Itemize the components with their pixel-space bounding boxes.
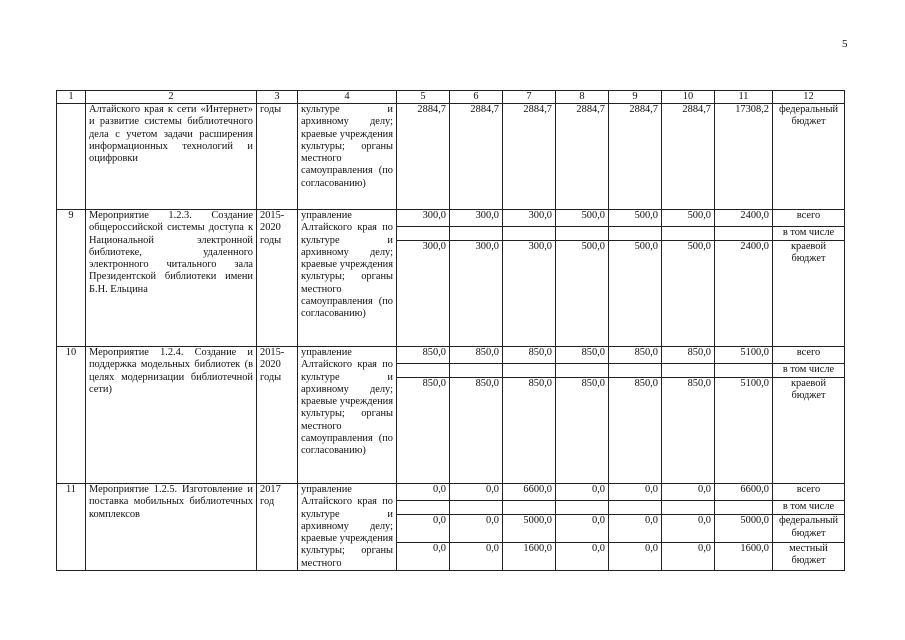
period-years: 2017 год bbox=[257, 484, 298, 571]
value-cell: 300,0 bbox=[503, 210, 556, 227]
value-cell: 5100,0 bbox=[715, 347, 773, 364]
value-cell: 850,0 bbox=[450, 378, 503, 484]
row-number: 11 bbox=[57, 484, 86, 571]
value-cell: 0,0 bbox=[397, 484, 450, 501]
value-cell bbox=[503, 501, 556, 515]
funding-source: в том числе bbox=[773, 501, 845, 515]
value-cell: 0,0 bbox=[450, 484, 503, 501]
value-cell bbox=[662, 227, 715, 241]
value-cell: 850,0 bbox=[609, 347, 662, 364]
column-number-5: 5 bbox=[397, 91, 450, 104]
value-cell: 300,0 bbox=[503, 241, 556, 347]
value-cell: 2884,7 bbox=[609, 104, 662, 210]
value-cell bbox=[609, 227, 662, 241]
period-years: годы bbox=[257, 104, 298, 210]
funding-source: в том числе bbox=[773, 364, 845, 378]
page-number: 5 bbox=[842, 38, 848, 50]
value-cell: 0,0 bbox=[662, 484, 715, 501]
value-cell: 0,0 bbox=[662, 542, 715, 570]
value-cell: 850,0 bbox=[662, 347, 715, 364]
value-cell: 0,0 bbox=[609, 542, 662, 570]
table-row bbox=[57, 210, 845, 227]
value-cell: 0,0 bbox=[397, 542, 450, 570]
value-cell bbox=[397, 364, 450, 378]
value-cell bbox=[556, 227, 609, 241]
value-cell: 850,0 bbox=[503, 347, 556, 364]
value-cell: 0,0 bbox=[556, 484, 609, 501]
table-row bbox=[57, 104, 845, 210]
value-cell: 300,0 bbox=[450, 210, 503, 227]
value-cell: 850,0 bbox=[556, 347, 609, 364]
column-number-10: 10 bbox=[662, 91, 715, 104]
value-cell: 5000,0 bbox=[503, 515, 556, 542]
column-number-6: 6 bbox=[450, 91, 503, 104]
activity-name: Мероприятие 1.2.4. Создание и поддержка модельных библиотек (в целях модернизации библиотечной сети) bbox=[86, 347, 257, 484]
value-cell: 850,0 bbox=[662, 378, 715, 484]
value-cell: 850,0 bbox=[503, 378, 556, 484]
value-cell: 2884,7 bbox=[556, 104, 609, 210]
value-cell bbox=[609, 501, 662, 515]
row-number: 9 bbox=[57, 210, 86, 347]
value-cell bbox=[556, 501, 609, 515]
table-row bbox=[57, 347, 845, 364]
row-number: 10 bbox=[57, 347, 86, 484]
value-cell: 850,0 bbox=[556, 378, 609, 484]
column-number-row bbox=[57, 91, 845, 104]
value-cell: 500,0 bbox=[556, 210, 609, 227]
value-cell bbox=[397, 227, 450, 241]
value-cell: 850,0 bbox=[397, 378, 450, 484]
value-cell: 17308,2 bbox=[715, 104, 773, 210]
value-cell bbox=[556, 364, 609, 378]
value-cell: 2884,7 bbox=[450, 104, 503, 210]
value-cell: 500,0 bbox=[609, 241, 662, 347]
table-body bbox=[57, 91, 845, 571]
value-cell: 500,0 bbox=[662, 210, 715, 227]
column-number-3: 3 bbox=[257, 91, 298, 104]
column-number-1: 1 bbox=[57, 91, 86, 104]
value-cell: 0,0 bbox=[556, 515, 609, 542]
value-cell: 850,0 bbox=[609, 378, 662, 484]
value-cell bbox=[715, 227, 773, 241]
column-number-4: 4 bbox=[298, 91, 397, 104]
value-cell bbox=[450, 227, 503, 241]
column-number-11: 11 bbox=[715, 91, 773, 104]
funding-source: в том числе bbox=[773, 227, 845, 241]
funding-source: всего bbox=[773, 484, 845, 501]
value-cell bbox=[450, 364, 503, 378]
executor: управление Алтайского края по культуре и архивному делу; краевые учреждения культуры; органы местного bbox=[298, 484, 397, 571]
value-cell: 2884,7 bbox=[397, 104, 450, 210]
value-cell: 850,0 bbox=[450, 347, 503, 364]
program-table bbox=[56, 90, 845, 571]
executor: управление Алтайского края по культуре и архивному делу; краевые учреждения культуры; органы местного самоуправления (по согласованию) bbox=[298, 210, 397, 347]
value-cell bbox=[609, 364, 662, 378]
value-cell: 0,0 bbox=[662, 515, 715, 542]
table-row bbox=[57, 484, 845, 501]
value-cell: 300,0 bbox=[450, 241, 503, 347]
activity-name: Алтайского края к сети «Интернет» и развитие системы библиотечного дела с учетом задачи расширения информационных технологий и оцифровки bbox=[86, 104, 257, 210]
period-years: 2015-2020 годы bbox=[257, 210, 298, 347]
value-cell: 6600,0 bbox=[715, 484, 773, 501]
value-cell bbox=[662, 364, 715, 378]
value-cell: 2884,7 bbox=[503, 104, 556, 210]
column-number-12: 12 bbox=[773, 91, 845, 104]
value-cell: 5000,0 bbox=[715, 515, 773, 542]
period-years: 2015-2020 годы bbox=[257, 347, 298, 484]
column-number-9: 9 bbox=[609, 91, 662, 104]
value-cell: 850,0 bbox=[397, 347, 450, 364]
value-cell bbox=[503, 227, 556, 241]
value-cell: 1600,0 bbox=[503, 542, 556, 570]
activity-name: Мероприятие 1.2.5. Изготовление и поставка мобильных библиотечных комплексов bbox=[86, 484, 257, 571]
value-cell bbox=[397, 501, 450, 515]
value-cell: 0,0 bbox=[609, 484, 662, 501]
value-cell bbox=[715, 501, 773, 515]
column-number-8: 8 bbox=[556, 91, 609, 104]
value-cell: 500,0 bbox=[609, 210, 662, 227]
column-number-7: 7 bbox=[503, 91, 556, 104]
value-cell: 500,0 bbox=[556, 241, 609, 347]
row-number bbox=[57, 104, 86, 210]
value-cell: 1600,0 bbox=[715, 542, 773, 570]
executor: культуре и архивному делу; краевые учреждения культуры; органы местного самоуправления (по согласованию) bbox=[298, 104, 397, 210]
funding-source: всего bbox=[773, 210, 845, 227]
value-cell: 2400,0 bbox=[715, 241, 773, 347]
value-cell: 5100,0 bbox=[715, 378, 773, 484]
value-cell: 0,0 bbox=[450, 542, 503, 570]
value-cell: 2884,7 bbox=[662, 104, 715, 210]
value-cell: 0,0 bbox=[450, 515, 503, 542]
value-cell: 300,0 bbox=[397, 241, 450, 347]
value-cell: 6600,0 bbox=[503, 484, 556, 501]
funding-source: федеральный бюджет bbox=[773, 104, 845, 210]
value-cell bbox=[715, 364, 773, 378]
value-cell bbox=[450, 501, 503, 515]
executor: управление Алтайского края по культуре и архивному делу; краевые учреждения культуры; органы местного самоуправления (по согласованию) bbox=[298, 347, 397, 484]
value-cell: 0,0 bbox=[609, 515, 662, 542]
activity-name: Мероприятие 1.2.3. Создание общероссийской системы доступа к Национальной электронной библиотеке, удаленного электронного читального зала Президентской библиотеки имени Б.Н. Ельцина bbox=[86, 210, 257, 347]
funding-source: федеральный бюджет bbox=[773, 515, 845, 542]
funding-source: краевой бюджет bbox=[773, 378, 845, 484]
funding-source: краевой бюджет bbox=[773, 241, 845, 347]
column-number-2: 2 bbox=[86, 91, 257, 104]
value-cell: 500,0 bbox=[662, 241, 715, 347]
value-cell bbox=[662, 501, 715, 515]
funding-source: местный бюджет bbox=[773, 542, 845, 570]
value-cell: 0,0 bbox=[556, 542, 609, 570]
value-cell: 2400,0 bbox=[715, 210, 773, 227]
value-cell: 0,0 bbox=[397, 515, 450, 542]
funding-source: всего bbox=[773, 347, 845, 364]
value-cell bbox=[503, 364, 556, 378]
value-cell: 300,0 bbox=[397, 210, 450, 227]
